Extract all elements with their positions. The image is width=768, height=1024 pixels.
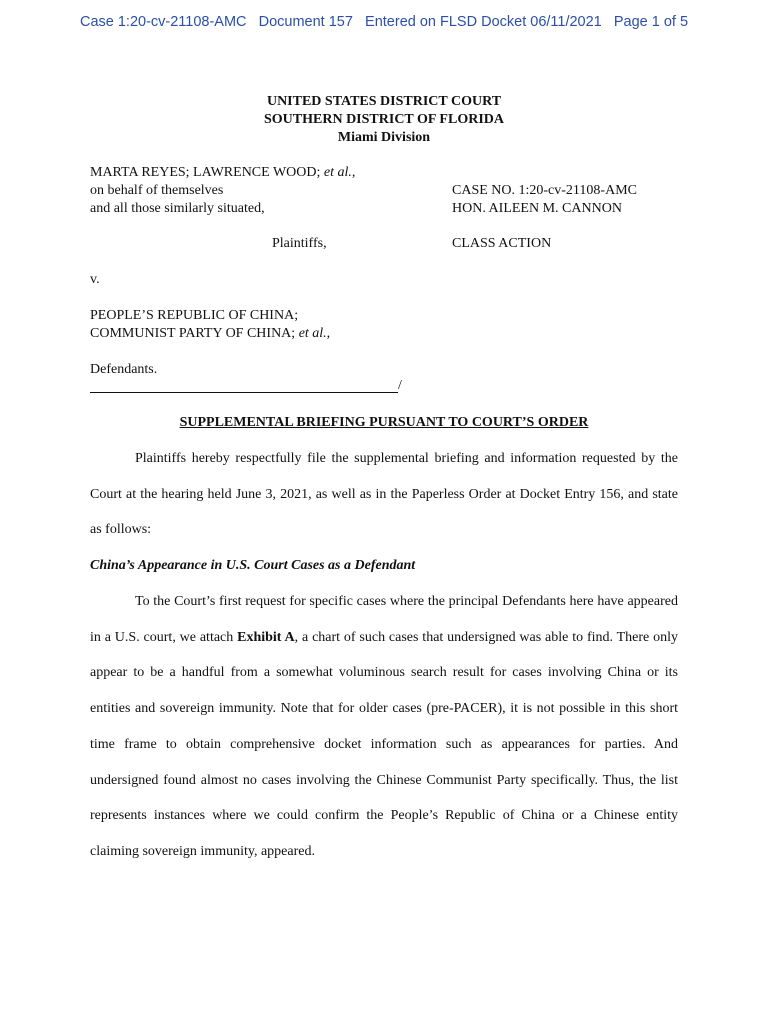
section-heading: China’s Appearance in U.S. Court Cases as a Defendant <box>90 558 416 573</box>
plaintiffs-behalf: on behalf of themselves <box>90 183 224 198</box>
docket-entered-date: Entered on FLSD Docket 06/11/2021 <box>365 14 602 30</box>
plaintiffs-et-al: et al., <box>323 165 356 180</box>
docket-document-number: Document 157 <box>258 14 353 30</box>
court-district: SOUTHERN DISTRICT OF FLORIDA <box>264 112 504 127</box>
exhibit-a-reference: Exhibit A <box>237 629 295 645</box>
plaintiffs-label: Plaintiffs, <box>272 236 327 251</box>
plaintiffs-similarly-situated: and all those similarly situated, <box>90 201 265 216</box>
paragraph-exhibit-a-part2: , a chart of such cases that undersigned was able to find. There only appear to be a handful from a somewhat voluminous search result for cases involving China or its entities and sovereign immunity. Note that for older cases (pre-PACER), it is not possible in this short time frame to obtain comprehensive docket information such as appearances for parties. And undersigned found almost no cases involving the Chinese Communist Party specifically. Thus, the list represents instances where we could confirm the People’s Republic of China or a Chinese entity claiming sovereign immunity, appeared. <box>90 629 678 859</box>
defendants-et-al: et al., <box>298 326 331 341</box>
judge-name: HON. AILEEN M. CANNON <box>452 201 622 216</box>
case-number: CASE NO. 1:20-cv-21108-AMC <box>452 183 637 198</box>
defendant-cpc <box>90 326 330 342</box>
document-title-text: SUPPLEMENTAL BRIEFING PURSUANT TO COURT’S ORDER <box>179 415 589 430</box>
defendants-label: Defendants. <box>90 362 158 377</box>
class-action-label: CLASS ACTION <box>452 236 552 251</box>
versus: v. <box>90 272 100 287</box>
court-division: Miami Division <box>337 130 431 145</box>
docket-page-number: Page 1 of 5 <box>613 14 689 30</box>
docket-stamp <box>0 14 768 30</box>
caption-rule <box>90 392 398 393</box>
paragraph-exhibit-a-part1: To the Court’s first request for specific cases where the principal Defendants here have appeared in a U.S. court, we attach <box>90 594 678 645</box>
court-name: UNITED STATES DISTRICT COURT <box>266 94 502 109</box>
intro-paragraph: Plaintiffs hereby respectfully file the supplemental briefing and information requested by the Court at the hearing held June 3, 2021, as well as in the Paperless Order at Docket Entry 156, and state as follows: <box>90 451 678 538</box>
defendant-cpc-text: COMMUNIST PARTY OF CHINA; <box>90 326 296 341</box>
caption-rule-slash: / <box>398 378 402 393</box>
plaintiffs-names-text: MARTA REYES; LAWRENCE WOOD; <box>90 165 321 180</box>
document-title <box>0 415 768 431</box>
plaintiffs-names <box>90 165 355 181</box>
docket-case-number: Case 1:20-cv-21108-AMC <box>79 14 247 30</box>
defendant-prc: PEOPLE’S REPUBLIC OF CHINA; <box>90 308 299 323</box>
paragraph-exhibit-a <box>90 584 678 870</box>
